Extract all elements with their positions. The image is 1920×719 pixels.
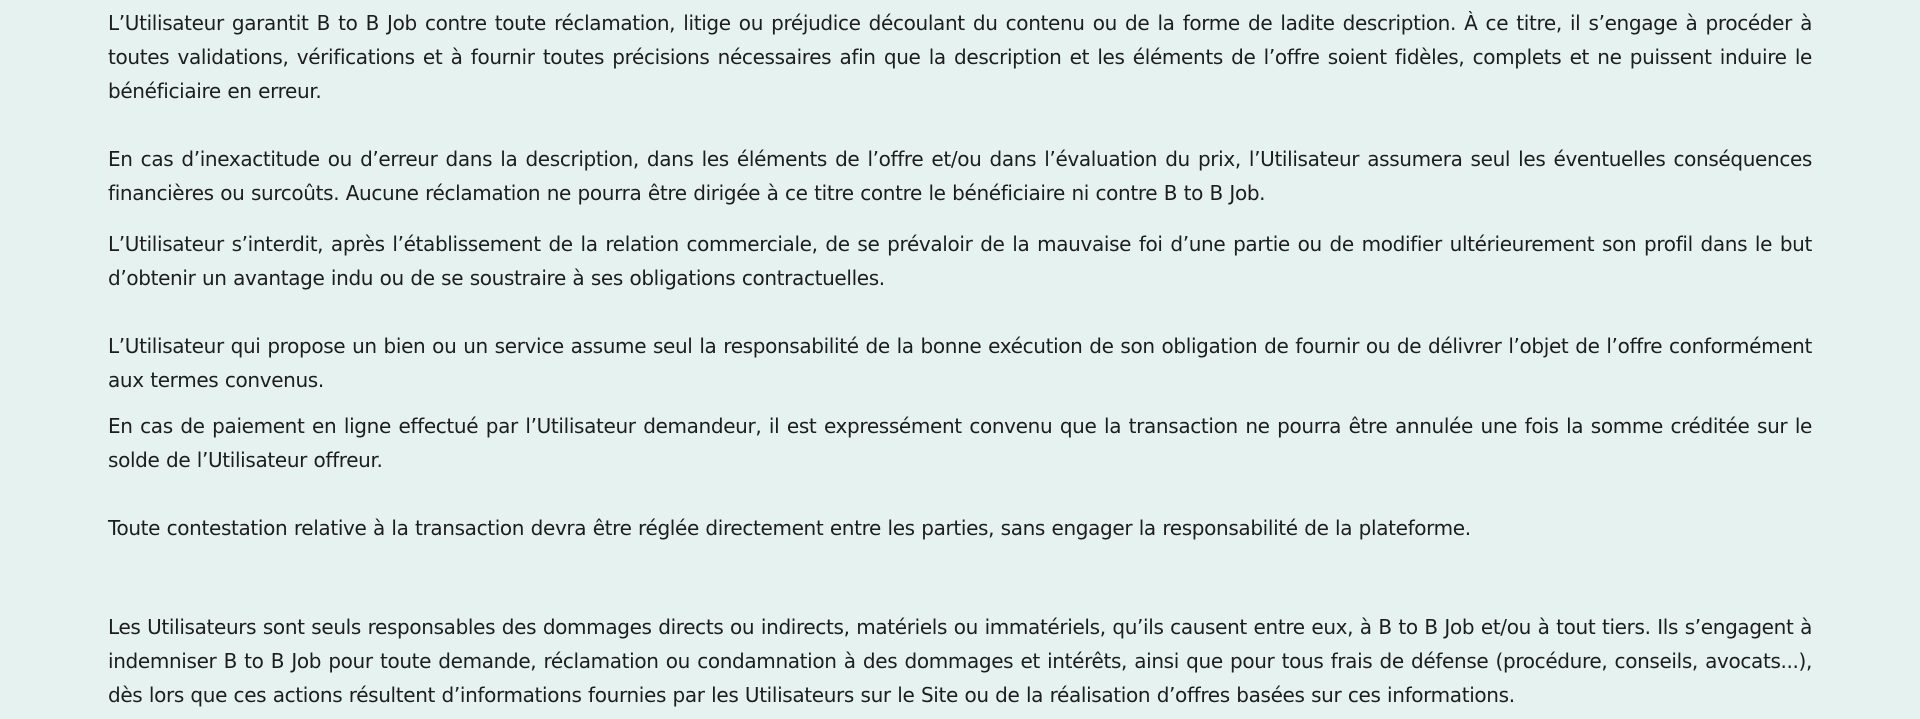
paragraph-online-payment: En cas de paiement en ligne effectué par l’Utilisateur demandeur, il est expressément convenu que la transaction ne pourra être annulée une fois la somme créditée sur le solde de l’Utilisateur offreur. (108, 414, 1812, 472)
paragraph-user-liability: Les Utilisateurs sont seuls responsables des dommages directs ou indirects, matériels ou immatériels, qu’ils causent entre eux, à B to B Job et/ou à tout tiers. Ils s’engagent à indemniser B to B Job pour toute demande, réclamation ou condamnation à des dommages et intérêts, ainsi que pour tous frais de défense (procédure, conseils, avocats...), dès lors que ces actions résultent d’informations fournies par les Utilisateurs sur le Site ou de la réalisation d’offres basées sur ces informations. (108, 615, 1812, 707)
paragraph-user-guarantee: L’Utilisateur garantit B to B Job contre toute réclamation, litige ou préjudice découlant du contenu ou de la forme de ladite description. À ce titre, il s’engage à procéder à toutes validations, vérifications et à fournir toutes précisions nécessaires afin que la description et les éléments de l’offre soient fidèles, complets et ne puissent induire le bénéficiaire en erreur. (108, 11, 1812, 103)
paragraph-bad-faith-prohibition: L’Utilisateur s’interdit, après l’établissement de la relation commerciale, de se prévaloir de la mauvaise foi d’une partie ou de modifier ultérieurement son profil dans le but d’obtenir un avantage indu ou de se soustraire à ses obligations contractuelles. (108, 232, 1812, 290)
paragraph-offer-responsibility: L’Utilisateur qui propose un bien ou un service assume seul la responsabilité de la bonne exécution de son obligation de fournir ou de délivrer l’objet de l’offre conformément aux termes convenus. (108, 334, 1812, 392)
paragraph-transaction-dispute: Toute contestation relative à la transaction devra être réglée directement entre les parties, sans engager la responsabilité de la plateforme. (108, 516, 1471, 540)
paragraph-inaccuracy-consequences: En cas d’inexactitude ou d’erreur dans la description, dans les éléments de l’offre et/ou dans l’évaluation du prix, l’Utilisateur assumera seul les éventuelles conséquences financières ou surcoûts. Aucune réclamation ne pourra être dirigée à ce titre contre le bénéficiaire ni contre B to B Job. (108, 147, 1812, 205)
